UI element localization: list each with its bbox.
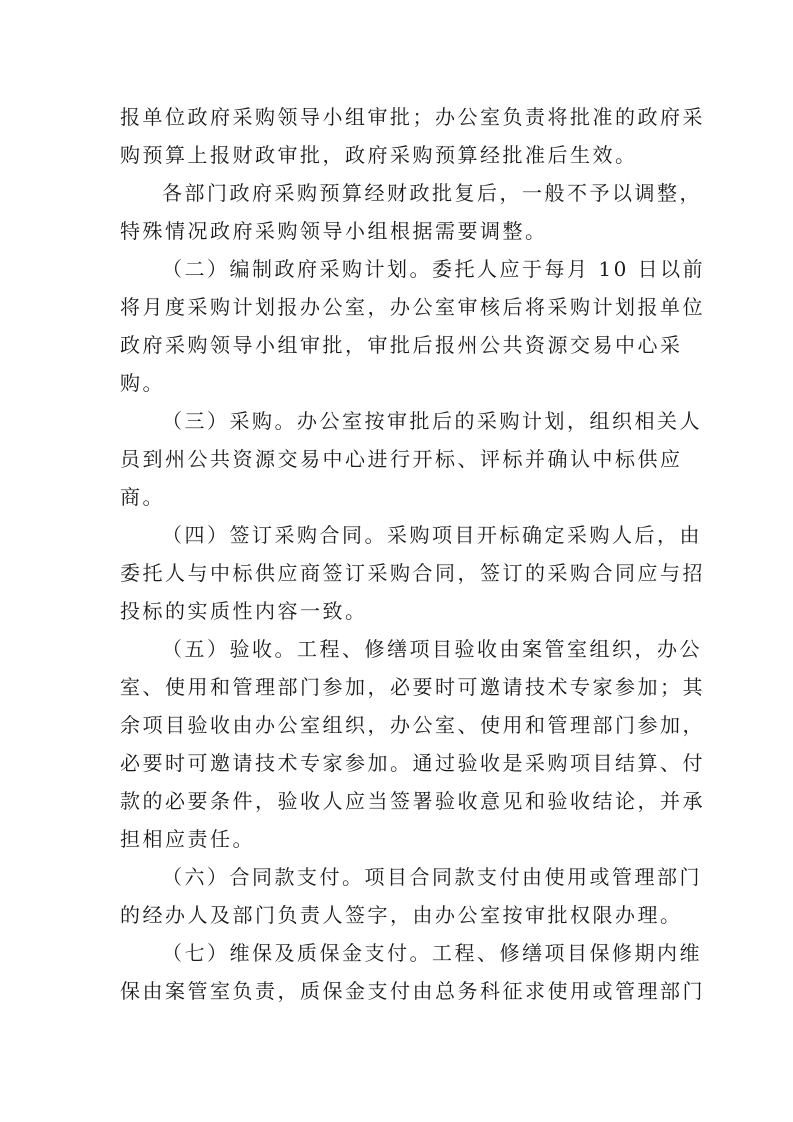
text-line: 委托人与中标供应商签订采购合同，签订的采购合同应与招 [120, 561, 705, 585]
text-line: （二）编制政府采购计划。委托人应于每月 10 日以前 [162, 257, 706, 281]
text-line: （四）签订采购合同。采购项目开标确定采购人后，由 [162, 523, 702, 547]
text-line: 政府采购领导小组审批，审批后报州公共资源交易中心采 [120, 333, 683, 357]
text-line: 投标的实质性内容一致。 [120, 599, 368, 623]
text-line: （七）维保及质保金支付。工程、修缮项目保修期内维 [162, 941, 702, 965]
text-line: 员到州公共资源交易中心进行开标、评标并确认中标供应 [120, 447, 683, 471]
document-body [120, 98, 706, 1010]
text-line: 款的必要条件，验收人应当签署验收意见和验收结论，并承 [120, 789, 705, 813]
text-line: 购。 [120, 371, 165, 395]
text-line: 必要时可邀请技术专家参加。通过验收是采购项目结算、付 [120, 751, 705, 775]
text-line: （三）采购。办公室按审批后的采购计划，组织相关人 [162, 409, 702, 433]
text-line: 商。 [120, 485, 165, 509]
text-line: 特殊情况政府采购领导小组根据需要调整。 [120, 219, 548, 243]
text-line: 余项目验收由办公室组织，办公室、使用和管理部门参加， [120, 713, 705, 737]
text-line: （五）验收。工程、修缮项目验收由案管室组织，办公 [162, 637, 702, 661]
text-line: 购预算上报财政审批，政府采购预算经批准后生效。 [120, 143, 638, 167]
text-line: 报单位政府采购领导小组审批；办公室负责将批准的政府采 [120, 105, 705, 129]
text-line: 将月度采购计划报办公室，办公室审核后将采购计划报单位 [120, 295, 705, 319]
text-line: 保由案管室负责，质保金支付由总务科征求使用或管理部门 [120, 979, 705, 1003]
text-line: 担相应责任。 [120, 827, 255, 851]
text-line: 室、使用和管理部门参加，必要时可邀请技术专家参加；其 [120, 675, 705, 699]
text-line: （六）合同款支付。项目合同款支付由使用或管理部门 [162, 865, 702, 889]
text-line: 各部门政府采购预算经财政批复后，一般不予以调整， [162, 181, 702, 205]
text-line: 的经办人及部门负责人签字，由办公室按审批权限办理。 [120, 903, 683, 927]
